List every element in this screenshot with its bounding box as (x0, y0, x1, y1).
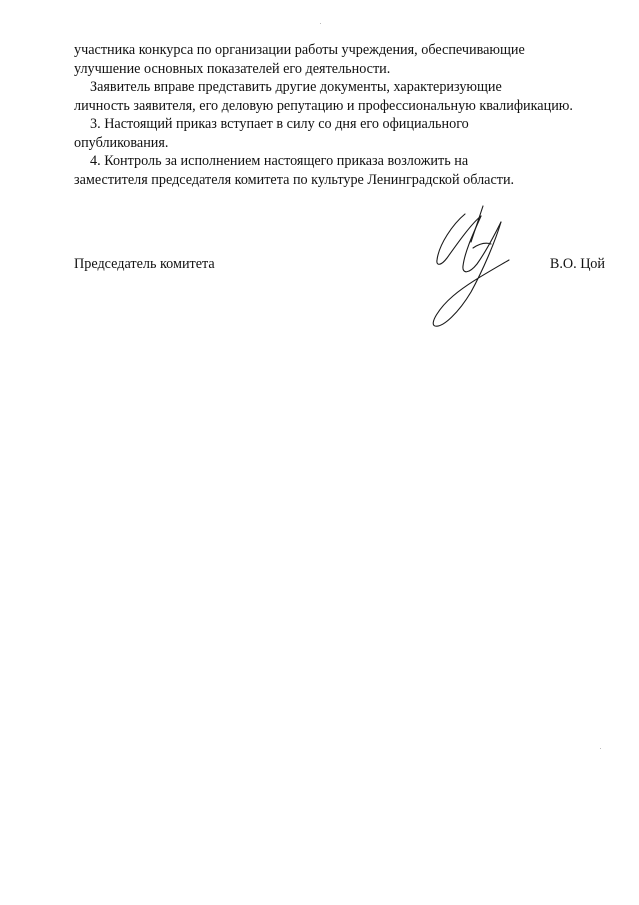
handwritten-signature (425, 200, 520, 335)
paragraph-line: улучшение основных показателей его деятельности. (74, 60, 391, 77)
paragraph-line: 3. Настоящий приказ вступает в силу со дня его официального (90, 116, 469, 132)
paragraph-line: личность заявителя, его деловую репутацию и профессиональную квалификацию. (74, 97, 573, 114)
paragraph-item-3-effective-date (74, 115, 605, 152)
paragraph-item-4-control (74, 152, 605, 189)
document-body (74, 41, 605, 189)
signature-block (74, 255, 605, 275)
paragraph-additional-documents (74, 78, 605, 115)
signer-name: В.О. Цой (549, 256, 605, 272)
paragraph-line: заместителя председателя комитета по культуре Ленинградской области. (74, 171, 515, 188)
signature-stroke (437, 214, 481, 264)
paragraph-line: участника конкурса по организации работы учреждения, обеспечивающие (74, 42, 525, 58)
signer-title: Председатель комитета (74, 256, 215, 272)
paragraph-conditions-continuation (74, 41, 605, 78)
paragraph-line: 4. Контроль за исполнением настоящего приказа возложить на (90, 153, 469, 169)
scan-speck (600, 748, 601, 749)
scan-speck (320, 23, 321, 24)
paragraph-line: опубликования. (74, 134, 169, 151)
paragraph-line: Заявитель вправе представить другие документы, характеризующие (90, 79, 502, 95)
